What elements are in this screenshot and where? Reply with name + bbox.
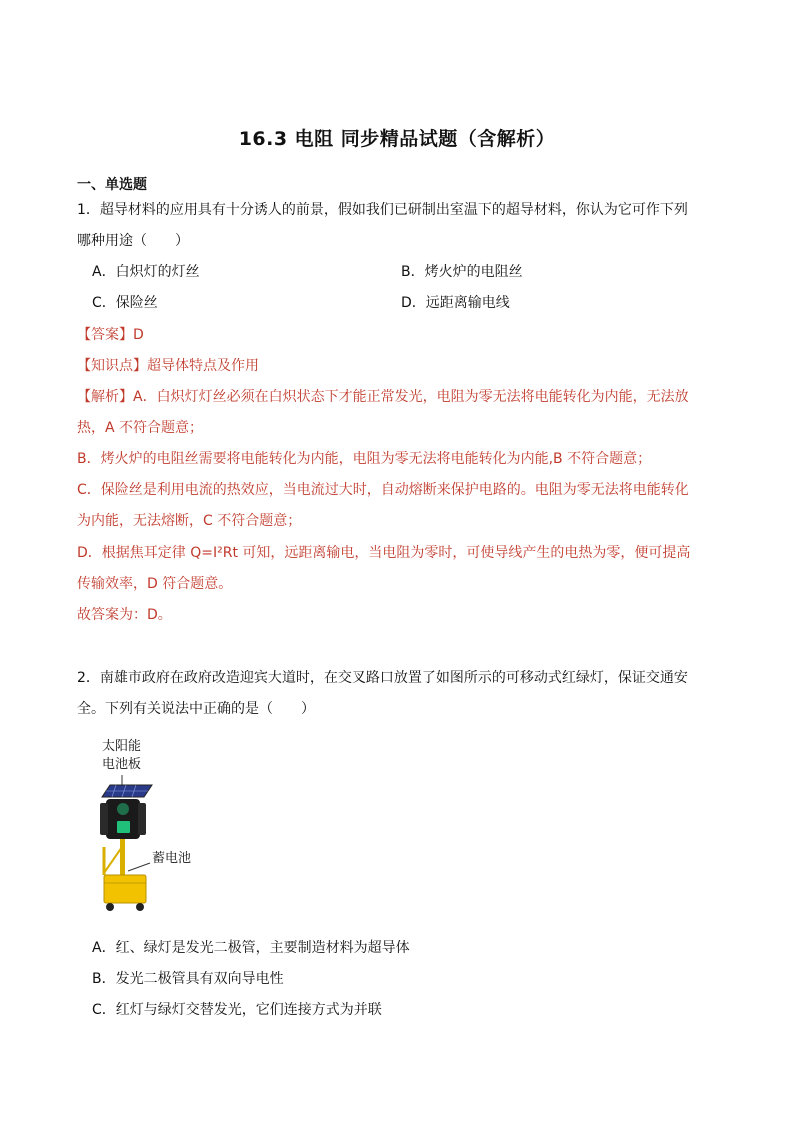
q2-option-c: C．红灯与绿灯交替发光，它们连接方式为并联 [92, 1002, 382, 1018]
q2-stem-line1: 2．南雄市政府在政府改造迎宾大道时，在交叉路口放置了如图所示的可移动式红绿灯，保证交通安 [77, 670, 688, 686]
q2-option-b: B．发光二极管具有双向导电性 [92, 971, 284, 987]
q1-option-b: B．烤火炉的电阻丝 [401, 264, 523, 280]
battery-label: 蓄电池 [152, 851, 192, 866]
q1-analysis-line4: C．保险丝是利用电流的热效应，当电流过大时，自动熔断来保护电路的。电阻为零无法将电能转化 [77, 482, 689, 498]
q1-analysis-line6: D．根据焦耳定律 Q=I²Rt 可知，远距离输电，当电阻为零时，可使导线产生的电热为零，便可提高 [77, 545, 691, 561]
q1-knowledge-row [77, 357, 259, 375]
solar-panel-label-line2: 电池板 [102, 757, 142, 772]
q1-stem-line2: 哪种用途（ ） [77, 233, 189, 249]
q1-analysis-line3: B．烤火炉的电阻丝需要将电能转化为内能，电阻为零无法将电能转化为内能,B 不符合题意； [77, 451, 652, 467]
q1-analysis-line7: 传输效率，D 符合题意。 [77, 576, 233, 592]
q1-option-c: C．保险丝 [92, 295, 158, 311]
q1-answer-row [77, 326, 144, 344]
page-title: 16.3 电阻 同步精品试题（含解析） [238, 128, 556, 150]
answer-value: D [133, 327, 144, 343]
q2-stem-line2: 全。下列有关说法中正确的是（ ） [77, 701, 315, 717]
q1-option-d: D．远距离输电线 [401, 295, 510, 311]
answer-tag: 【答案】 [77, 327, 133, 343]
solar-panel-label-line1: 太阳能 [102, 739, 142, 754]
q2-option-a: A．红、绿灯是发光二极管，主要制造材料为超导体 [92, 940, 410, 956]
q1-stem-line1: 1．超导材料的应用具有十分诱人的前景，假如我们已研制出室温下的超导材料，你认为它可作下列 [77, 202, 688, 218]
knowledge-tag: 【知识点】 [77, 358, 147, 374]
q1-analysis-line2: 热，A 不符合题意； [77, 420, 204, 436]
section-heading: 一、单选题 [77, 177, 147, 193]
q1-conclusion: 故答案为：D。 [77, 607, 172, 623]
traffic-light-figure [92, 735, 202, 915]
analysis-tag: 【解析】 [77, 389, 133, 405]
analysis-text-1: A．白炽灯灯丝必须在白炽状态下才能正常发光，电阻为零无法将电能转化为内能，无法放 [133, 389, 689, 405]
q1-analysis-line5: 为内能，无法熔断，C 不符合题意； [77, 513, 302, 529]
traffic-light-drawing [92, 735, 202, 915]
knowledge-value: 超导体特点及作用 [147, 358, 259, 374]
q1-analysis-line1 [77, 388, 689, 406]
q1-option-a: A．白炽灯的灯丝 [92, 264, 200, 280]
